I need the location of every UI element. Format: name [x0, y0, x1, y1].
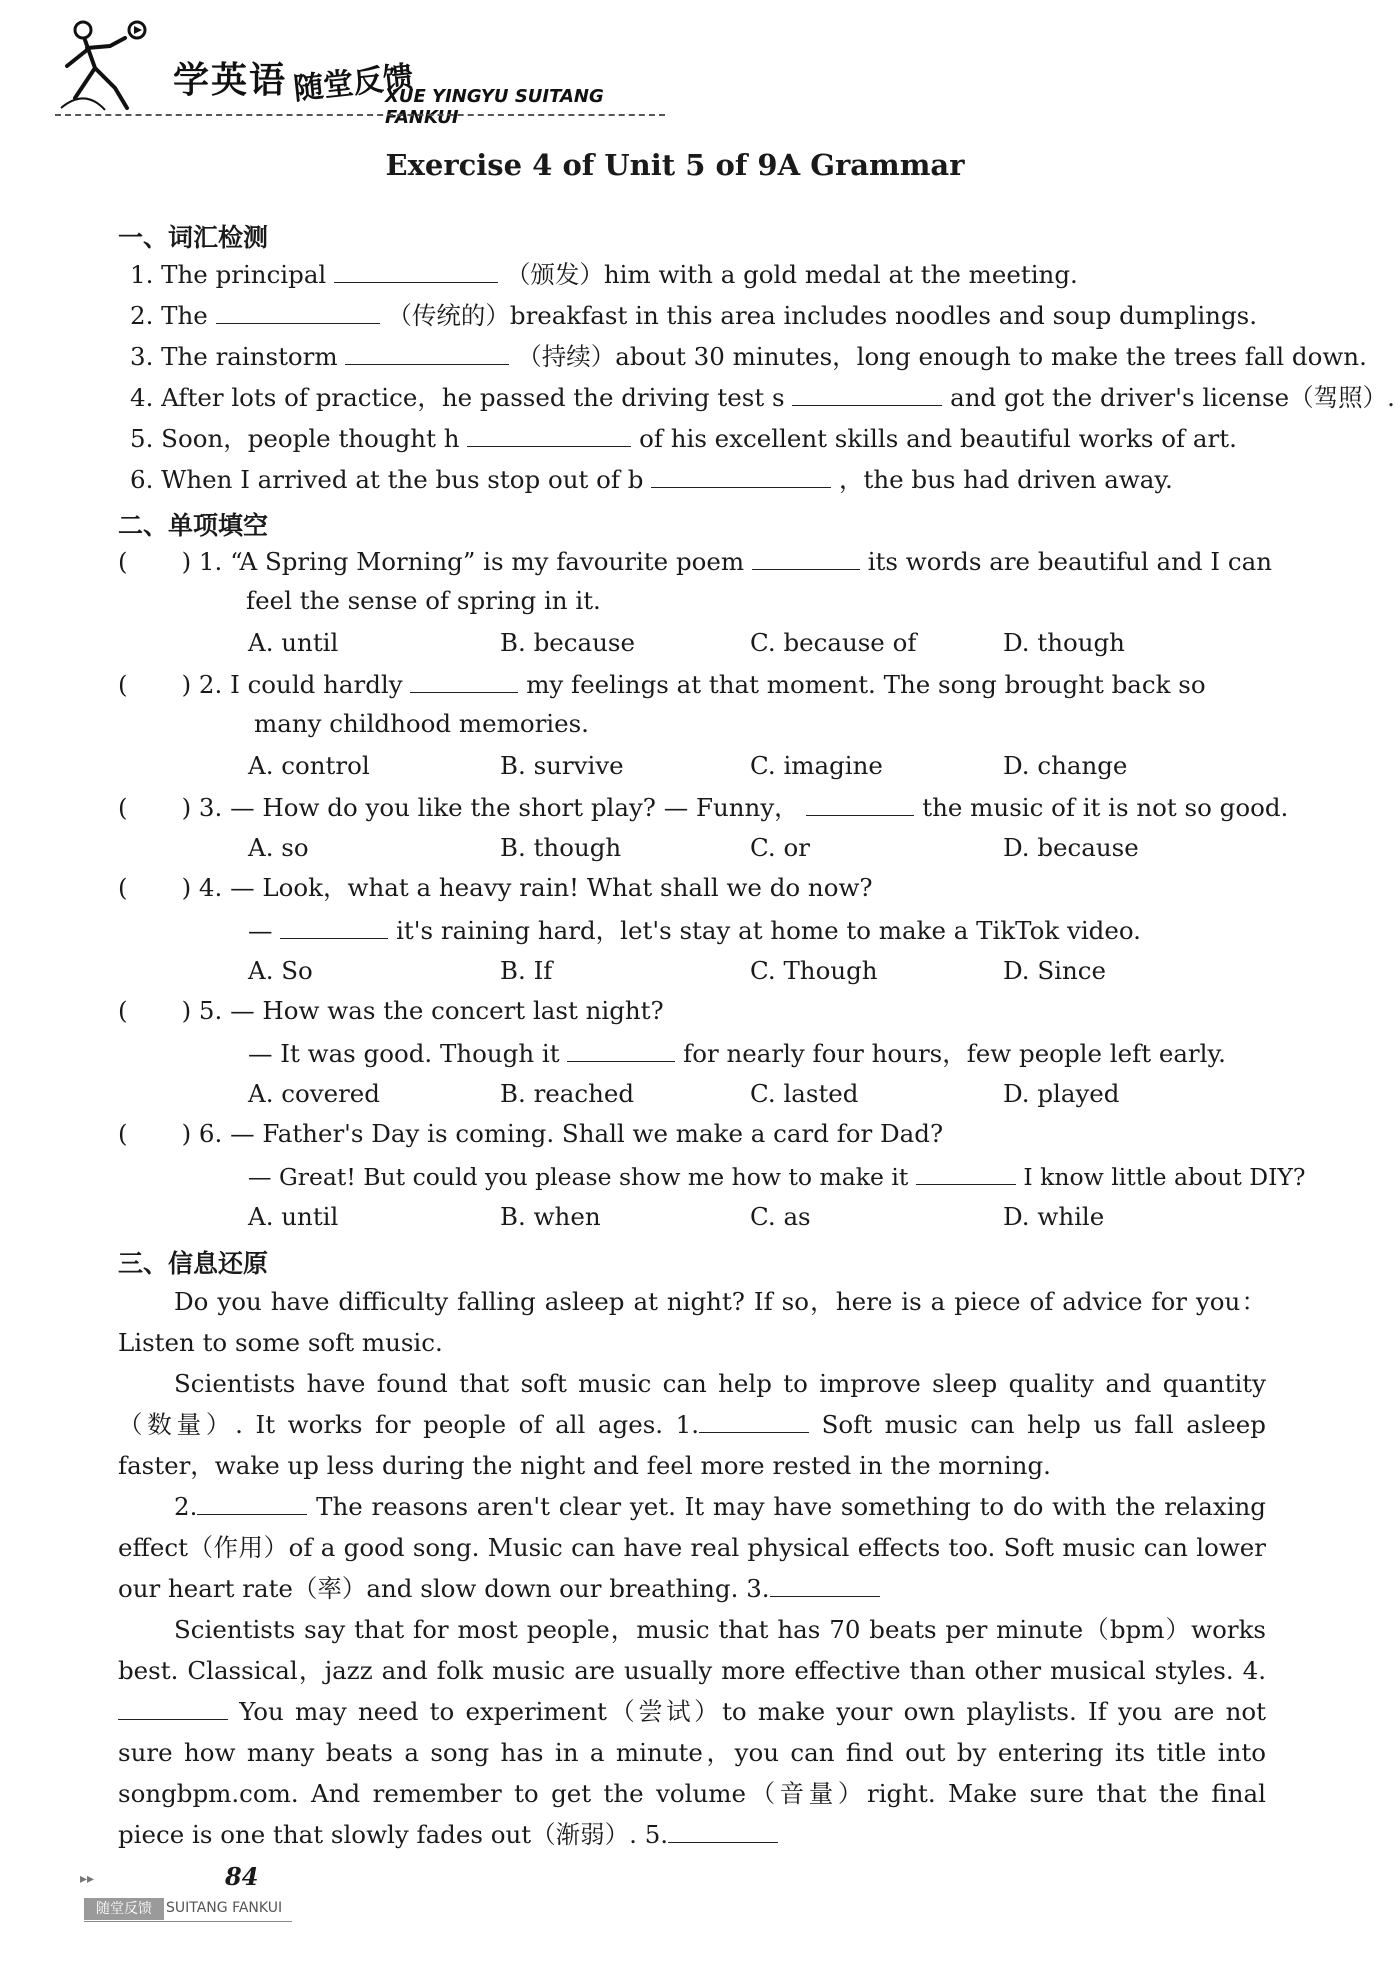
vocab-item-3: 3. The rainstorm （持续）about 30 minutes，long enough to make the trees fall down.	[130, 342, 1367, 371]
mc-question-2-continued: many childhood memories.	[254, 709, 589, 738]
mc-question-3: ( ) 3. — How do you like the short play? — Funny， the music of it is not so good.	[118, 793, 1289, 822]
mc-option[interactable]: C. lasted	[750, 1079, 859, 1108]
section-heading-vocabulary: 一、词汇检测	[118, 223, 269, 252]
vocab-item-5: 5. Soon，people thought h of his excellent skills and beautiful works of art.	[130, 424, 1237, 453]
passage-paragraph-4: Scientists say that for most people，music that has 70 beats per minute（bpm）works best. Classical，jazz and folk music are usually more effective than other musical styles. 4. You may need to experiment（尝试）to make your own playlists. If you are not sure how many beats a song has in a minute，you can find out by entering its title into songbpm.com. And remember to get the volume（音量）right. Make sure that the final piece is one that slowly fades out（渐弱）. 5.	[118, 1615, 1266, 1849]
header-banner	[55, 14, 675, 128]
mc-question-4-continued: — it's raining hard，let's stay at home to make a TikTok video.	[248, 916, 1141, 945]
section-heading-multiple-choice: 二、单项填空	[118, 511, 269, 540]
mc-option[interactable]: C. because of	[750, 628, 917, 657]
mc-option[interactable]: C. Though	[750, 956, 878, 985]
header-divider	[55, 114, 665, 116]
reading-passage	[118, 1281, 1266, 1855]
answer-blank[interactable]	[668, 1818, 778, 1843]
answer-blank[interactable]	[467, 422, 631, 447]
passage-paragraph-1: Do you have difficulty falling asleep at night? If so，here is a piece of advice for you：Listen to some soft music.	[118, 1287, 1266, 1357]
mc-option[interactable]: A. so	[248, 833, 309, 862]
answer-blank[interactable]	[410, 668, 518, 693]
mc-option[interactable]: D. played	[1003, 1079, 1120, 1108]
answer-blank[interactable]	[916, 1160, 1016, 1185]
mc-option[interactable]: D. though	[1003, 628, 1125, 657]
mc-option[interactable]: A. covered	[248, 1079, 380, 1108]
mc-option[interactable]: D. while	[1003, 1202, 1105, 1231]
mc-option[interactable]: C. imagine	[750, 751, 883, 780]
answer-blank[interactable]	[651, 463, 831, 488]
passage-paragraph-3: 2. The reasons aren't clear yet. It may have something to do with the relaxing effect（作用）of a good song. Music can have real physical effects too. Soft music can lower our heart rate（率）and slow down our breathing. 3.	[118, 1492, 1266, 1603]
answer-blank[interactable]	[197, 1490, 307, 1515]
mc-option[interactable]: B. when	[500, 1202, 601, 1231]
vocab-item-4: 4. After lots of practice，he passed the driving test s and got the driver's license（驾照）.	[130, 383, 1395, 412]
mc-option[interactable]: C. or	[750, 833, 810, 862]
brand-pinyin-title: XUE YINGYU SUITANG FANKUI	[385, 86, 604, 128]
answer-blank[interactable]	[806, 791, 914, 816]
answer-blank[interactable]	[216, 299, 380, 324]
mc-option[interactable]: B. If	[500, 956, 553, 985]
mc-question-1-continued: feel the sense of spring in it.	[246, 586, 601, 615]
vocab-item-6: 6. When I arrived at the bus stop out of b ，the bus had driven away.	[130, 465, 1173, 494]
mc-option[interactable]: A. until	[248, 1202, 339, 1231]
mc-option[interactable]: A. until	[248, 628, 339, 657]
mc-question-5: ( ) 5. — How was the concert last night?	[118, 996, 664, 1025]
mc-option[interactable]: D. Since	[1003, 956, 1106, 985]
answer-blank[interactable]	[770, 1572, 880, 1597]
answer-blank[interactable]	[699, 1408, 809, 1433]
answer-blank[interactable]	[792, 381, 942, 406]
mc-question-2: ( ) 2. I could hardly my feelings at that moment. The song brought back so	[118, 670, 1206, 699]
footer-brand-pinyin: SUITANG FANKUI	[166, 1900, 283, 1916]
mc-option[interactable]: A. So	[248, 956, 313, 985]
mc-question-6-continued: — Great! But could you please show me how to make it I know little about DIY?	[248, 1160, 1306, 1192]
answer-blank[interactable]	[567, 1037, 675, 1062]
mc-option[interactable]: C. as	[750, 1202, 811, 1231]
passage-paragraph-2: Scientists have found that soft music can help to improve sleep quality and quantity（数量）. It works for people of all ages. 1. Soft music can help us fall asleep faster，wake up less during the night and feel more rested in the morning.	[118, 1369, 1266, 1480]
mc-option[interactable]: D. because	[1003, 833, 1139, 862]
answer-blank[interactable]	[118, 1695, 228, 1720]
answer-blank[interactable]	[280, 914, 388, 939]
mc-question-6: ( ) 6. — Father's Day is coming. Shall we make a card for Dad?	[118, 1119, 944, 1148]
mc-option[interactable]: B. because	[500, 628, 635, 657]
double-arrow-icon: ▸▸	[80, 1871, 95, 1887]
mc-option[interactable]: B. survive	[500, 751, 624, 780]
vocab-item-1: 1. The principal （颁发）him with a gold medal at the meeting.	[130, 260, 1078, 289]
footer-divider	[84, 1921, 292, 1922]
mc-question-4: ( ) 4. — Look，what a heavy rain! What shall we do now?	[118, 873, 873, 902]
exercise-title: Exercise 4 of Unit 5 of 9A Grammar	[385, 148, 965, 182]
page-number: 84	[225, 1862, 259, 1891]
runner-logo-icon	[55, 18, 145, 112]
brand-chinese-title: 学英语	[173, 60, 288, 101]
answer-blank[interactable]	[345, 340, 509, 365]
answer-blank[interactable]	[752, 545, 860, 570]
brand-chinese-subtitle: 随堂反馈	[291, 59, 415, 108]
section-heading-reading: 三、信息还原	[118, 1249, 269, 1278]
mc-option[interactable]: B. though	[500, 833, 622, 862]
mc-option[interactable]: D. change	[1003, 751, 1128, 780]
answer-blank[interactable]	[334, 258, 498, 283]
mc-option[interactable]: B. reached	[500, 1079, 635, 1108]
mc-option[interactable]: A. control	[248, 751, 370, 780]
footer-brand-box: 随堂反馈	[84, 1898, 164, 1920]
mc-question-5-continued: — It was good. Though it for nearly four hours，few people left early.	[248, 1039, 1226, 1068]
vocab-item-2: 2. The （传统的）breakfast in this area includes noodles and soup dumplings.	[130, 301, 1258, 330]
mc-question-1: ( ) 1. “A Spring Morning” is my favourite poem its words are beautiful and I can	[118, 547, 1272, 576]
